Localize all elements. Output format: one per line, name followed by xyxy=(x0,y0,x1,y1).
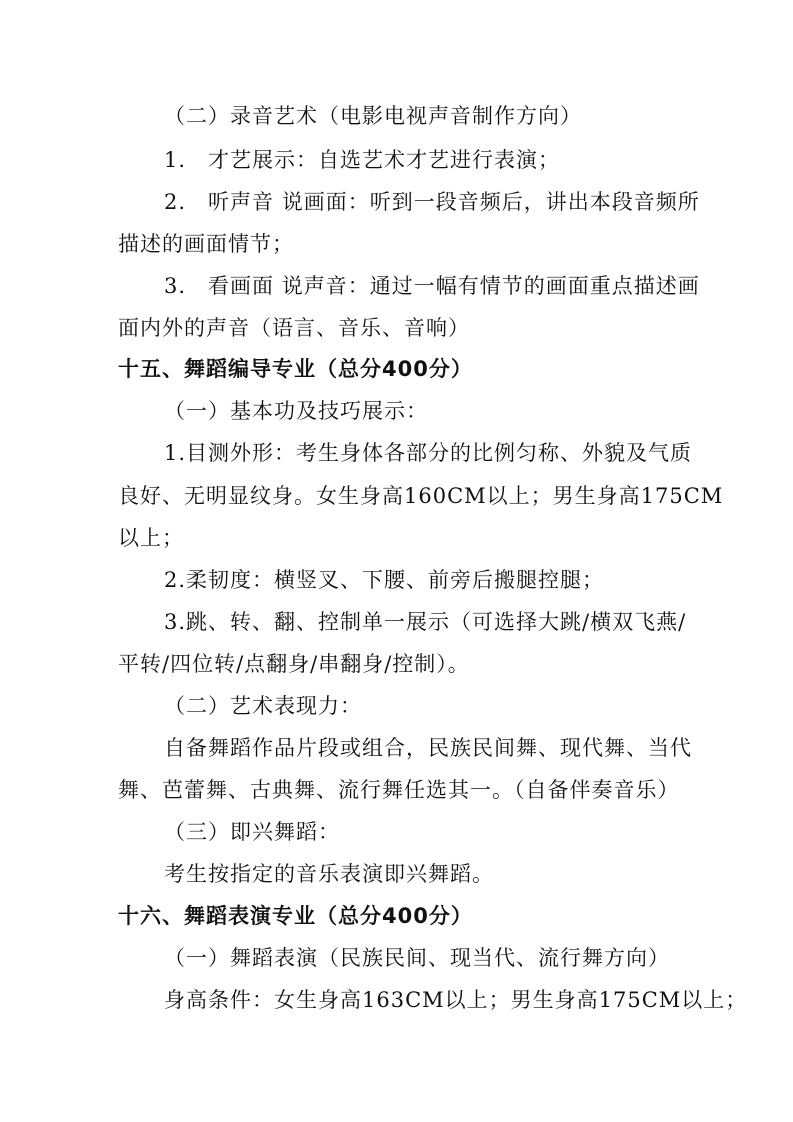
paragraph-self-prepared-work-cont: 舞、芭蕾舞、古典舞、流行舞任选其一。（自备伴奏音乐） xyxy=(118,778,680,802)
subsection-improvisation: （三）即兴舞蹈： xyxy=(164,820,340,844)
paragraph-appearance-cont-2: 以上； xyxy=(118,526,184,550)
section-heading-dance-performance: 十六、舞蹈表演专业（总分400分） xyxy=(118,904,473,928)
list-item-watch-describe: 3. 看画面 说声音：通过一幅有情节的画面重点描述画 xyxy=(164,274,700,298)
list-item-watch-describe-cont: 面内外的声音（语言、音乐、音响） xyxy=(118,316,470,340)
section-heading-dance-choreography: 十五、舞蹈编导专业（总分400分） xyxy=(118,357,473,381)
paragraph-improvisation: 考生按指定的音乐表演即兴舞蹈。 xyxy=(164,862,494,886)
paragraph-height-requirement: 身高条件：女生身高163CM以上；男生身高175CM以上； xyxy=(164,988,748,1012)
paragraph-self-prepared-work: 自备舞蹈作品片段或组合，民族民间舞、现代舞、当代 xyxy=(164,736,692,760)
subsection-basic-skills: （一）基本功及技巧展示： xyxy=(164,399,428,423)
paragraph-flexibility: 2.柔韧度：横竖叉、下腰、前旁后搬腿控腿； xyxy=(164,568,605,592)
paragraph-techniques-cont: 平转/四位转/点翻身/串翻身/控制）。 xyxy=(118,652,470,676)
subsection-recording-art: （二）录音艺术（电影电视声音制作方向） xyxy=(164,104,582,128)
list-item-listen-describe: 2. 听声音 说画面：听到一段音频后，讲出本段音频所 xyxy=(164,190,700,214)
list-item-talent: 1. 才艺展示：自选艺术才艺进行表演； xyxy=(164,148,561,172)
paragraph-appearance-cont-1: 良好、无明显纹身。女生身高160CM以上；男生身高175CM xyxy=(118,484,724,508)
paragraph-techniques: 3.跳、转、翻、控制单一展示（可选择大跳/横双飞燕/ xyxy=(164,610,687,634)
list-item-listen-describe-cont: 描述的画面情节； xyxy=(118,232,294,256)
subsection-dance-performance: （一）舞蹈表演（民族民间、现当代、流行舞方向） xyxy=(164,946,670,970)
paragraph-appearance: 1.目测外形：考生身体各部分的比例匀称、外貌及气质 xyxy=(164,441,693,465)
subsection-expression: （二）艺术表现力： xyxy=(164,694,362,718)
